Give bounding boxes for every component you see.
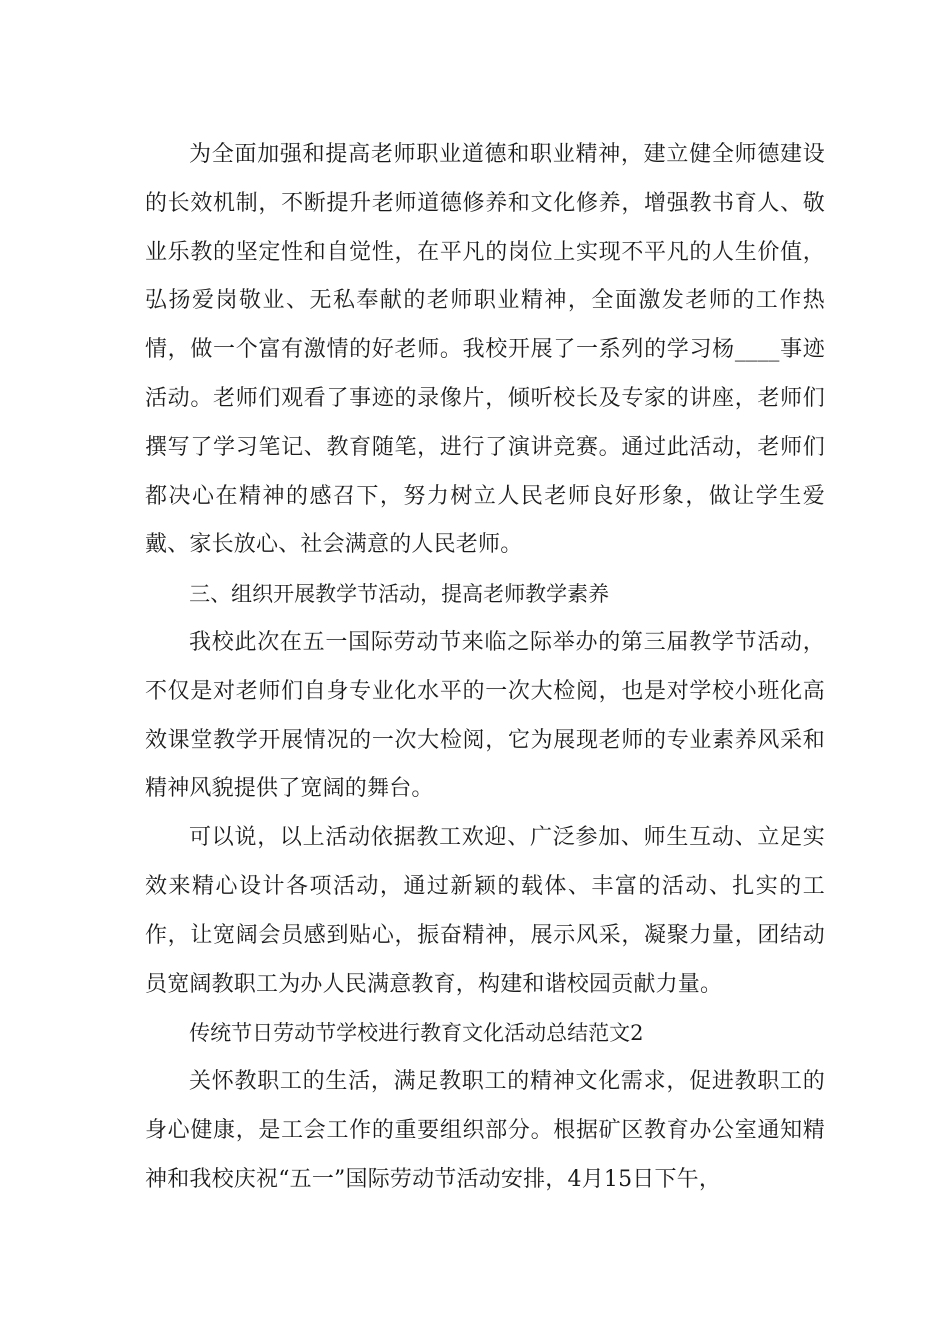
article-title-2: 传统节日劳动节学校进行教育文化活动总结范文2: [189, 1021, 644, 1046]
document-body: [145, 131, 825, 1205]
paragraph-teaching-festival: 我校此次在五一国际劳动节来临之际举办的第三届教学节活动，不仅是对老师们自身专业化水平的一次大检阅，也是对学校小班化高效课堂教学开展情况的一次大检阅，它为展现老师的专业素养风采和精神风貌提供了宽阔的舞台。: [145, 629, 825, 802]
paragraph-teacher-ethics: 为全面加强和提高老师职业道德和职业精神，建立健全师德建设的长效机制，不断提升老师道德修养和文化修养，增强教书育人、敬业乐教的坚定性和自觉性，在平凡的岗位上实现不平凡的人生价值，弘扬爱岗敬业、无私奉献的老师职业精神，全面激发老师的工作热情，做一个富有激情的好老师。我校开展了一系列的学习杨____事迹活动。老师们观看了事迹的录像片，倾听校长及专家的讲座，老师们撰写了学习笔记、教育随笔，进行了演讲竞赛。通过此活动，老师们都决心在精神的感召下，努力树立人民老师良好形象，做让学生爱戴、家长放心、社会满意的人民老师。: [145, 142, 825, 558]
section-heading-teaching-festival: 三、组织开展教学节活动，提高老师教学素养: [189, 582, 610, 607]
paragraph-staff-care: 关怀教职工的生活，满足教职工的精神文化需求，促进教职工的身心健康，是工会工作的重要组织部分。根据矿区教育办公室通知精神和我校庆祝“五一”国际劳动节活动安排，4月15日下午，: [145, 1069, 825, 1192]
paragraph-summary: 可以说，以上活动依据教工欢迎、广泛参加、师生互动、立足实效来精心设计各项活动，通过新颖的载体、丰富的活动、扎实的工作，让宽阔会员感到贴心，振奋精神，展示风采，凝聚力量，团结动员宽阔教职工为办人民满意教育，构建和谐校园贡献力量。: [145, 825, 825, 997]
